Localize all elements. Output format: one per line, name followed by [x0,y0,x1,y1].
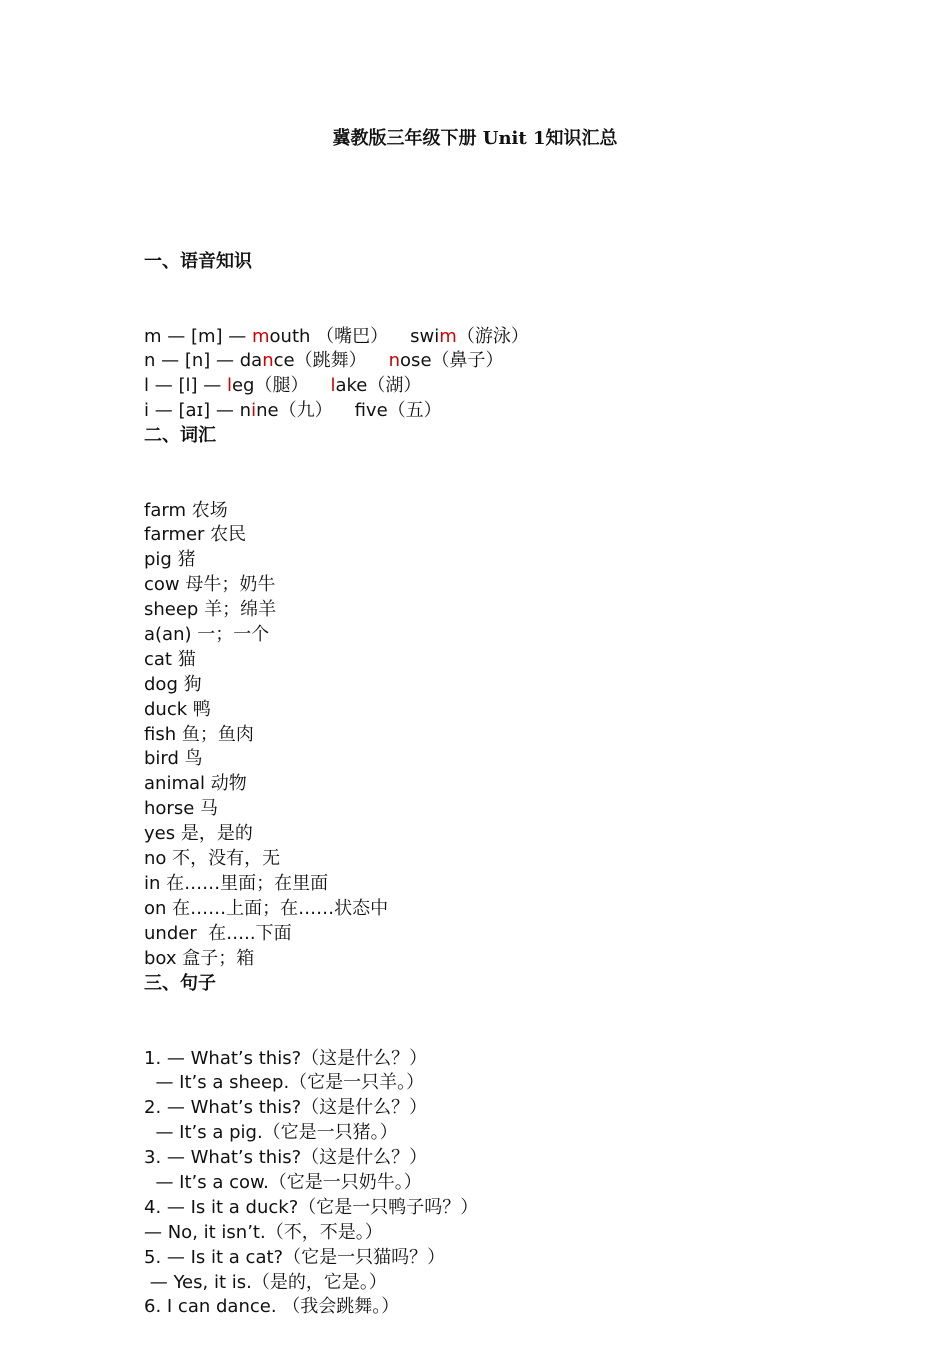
vocabulary-heading: 二、词汇 [144,424,216,446]
word-text: f [354,400,366,422]
vocabulary-item: cat 猫 [144,648,196,670]
word-translation: （跳舞） [294,350,367,372]
sentence-line: — No, it isn’t.（不，不是。） [144,1221,383,1243]
document-title: 冀教版三年级下册 Unit 1知识汇总 [332,128,618,149]
vocabulary-item: horse 马 [144,798,218,820]
vocabulary-item: under 在…..下面 [144,922,292,944]
vocabulary-item: duck 鸭 [144,698,211,720]
highlight-letter: l [330,375,336,397]
vocabulary-item: yes 是，是的 [144,823,253,845]
word-text: ve [365,400,388,422]
vocabulary-list [144,499,388,972]
highlight-letter: i [251,400,257,422]
sentence-line: — It’s a pig.（它是一只猪。） [144,1122,398,1144]
sentence-line: 5. — Is it a cat?（它是一只猫吗？） [144,1246,446,1268]
word-text: da [239,350,263,372]
sentence-line: 6. I can dance. （我会跳舞。） [144,1296,400,1318]
vocabulary-item: no 不，没有，无 [144,848,281,869]
highlight-letter: n [388,350,401,372]
word-text: outh [269,325,311,347]
highlight-letter: l [226,375,232,397]
phonics-intro: i — [aɪ] — [144,400,240,422]
word-translation: （九） [278,400,333,422]
word-text: ake [335,375,368,397]
vocabulary-item: box 盒子；箱 [144,947,255,969]
word-text: ne [256,400,279,422]
vocabulary-item: farmer 农民 [144,524,247,546]
word-text: n [239,400,252,422]
vocabulary-item: cow 母牛；奶牛 [144,574,276,596]
sentence-line: 4. — Is it a duck?（它是一只鸭子吗？） [144,1196,479,1218]
vocabulary-item: fish 鱼；鱼肉 [144,723,254,745]
phonics-intro: n — [n] — [144,350,240,372]
sentence-line: — It’s a sheep.（它是一只羊。） [144,1072,425,1094]
sentence-line: 3. — What’s this?（这是什么？） [144,1147,428,1169]
word-translation: （鼻子） [431,350,504,372]
vocabulary-item: animal 动物 [144,773,247,795]
vocabulary-item: dog 狗 [144,673,202,695]
sentence-line: — It’s a cow.（它是一只奶牛。） [144,1171,422,1193]
word-translation: （湖） [367,375,422,397]
word-text: eg [231,375,255,397]
sentences-list [144,1047,478,1321]
phonics-heading: 一、语音知识 [144,250,252,272]
sentence-line: 2. — What’s this?（这是什么？） [144,1097,428,1119]
word-translation: （嘴巴） [310,325,389,347]
phonics-row [144,325,529,350]
vocabulary-item: bird 鸟 [144,748,203,770]
highlight-letter: n [262,350,274,372]
vocabulary-item: farm 农场 [144,499,228,521]
word-text: swi [410,325,440,347]
word-text: ose [400,350,432,372]
sentence-line: — Yes, it is.（是的，它是。） [144,1271,387,1293]
vocabulary-item: a(an) 一；一个 [144,623,270,645]
word-translation: （游泳） [456,325,529,347]
sentence-line: 1. — What’s this?（这是什么？） [144,1047,428,1069]
vocabulary-item: sheep 羊；绵羊 [144,599,277,621]
phonics-intro: l — [l] — [144,375,227,397]
phonics-row [144,349,529,374]
vocabulary-item: on 在……上面；在……状态中 [144,897,389,919]
sentences-heading: 三、句子 [144,972,216,994]
word-text: ce [273,350,295,372]
highlight-letter: m [439,325,457,347]
phonics-intro: m — [m] — [144,325,252,347]
word-translation: （五） [387,400,442,422]
sentences-section [144,922,478,1370]
vocabulary-item: pig 猪 [144,549,196,571]
highlight-letter: m [252,325,270,347]
vocabulary-item: in 在……里面；在里面 [144,872,329,894]
word-translation: （腿） [254,375,309,397]
